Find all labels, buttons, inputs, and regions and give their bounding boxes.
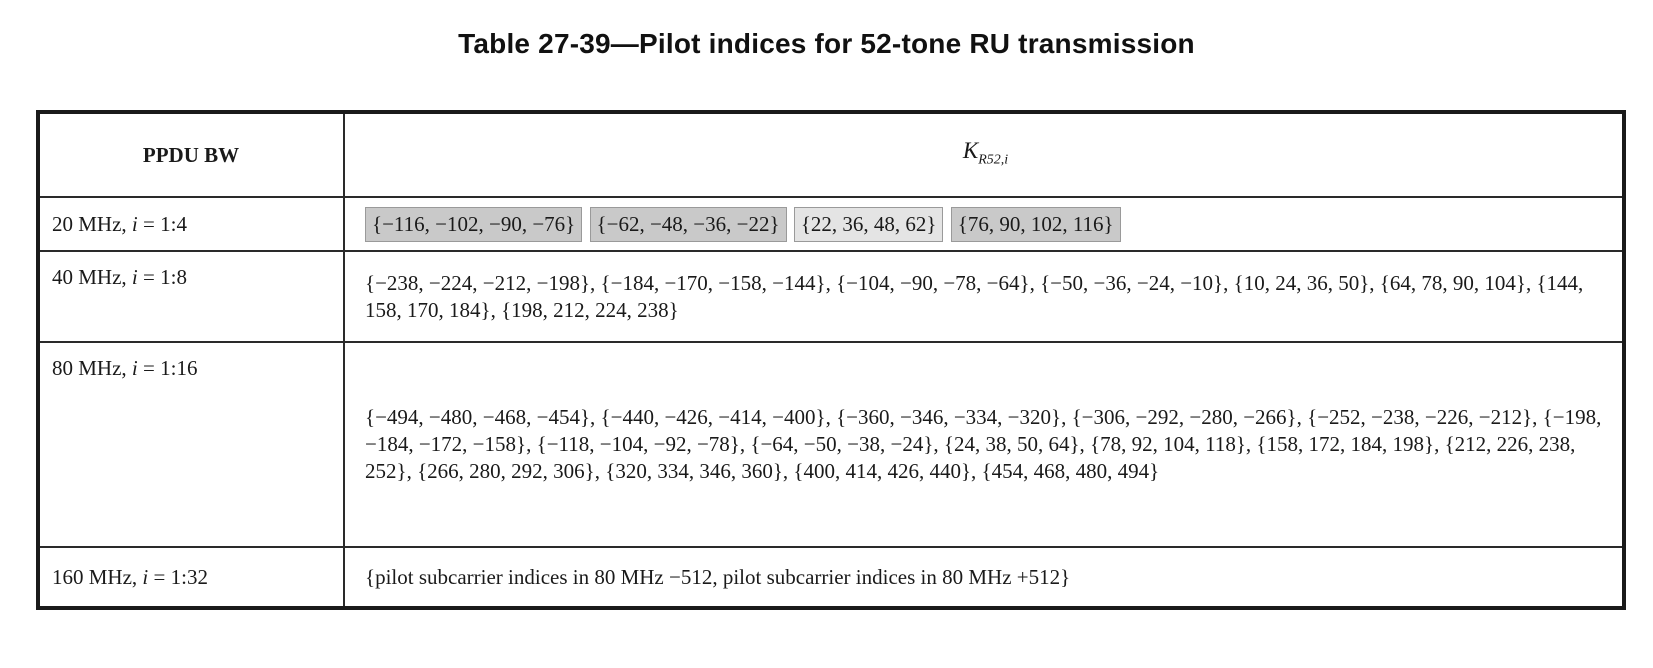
bw-cell-80mhz [38, 342, 344, 547]
table-row-40mhz [38, 251, 1624, 342]
pilot-indices-table [36, 110, 1626, 610]
header-k-symbol [344, 112, 1624, 197]
bw-label: 160 MHz, [52, 564, 138, 589]
pilot-group-4: {76, 90, 102, 116} [951, 207, 1121, 242]
header-row [38, 112, 1624, 197]
i-range: = 1:8 [143, 265, 187, 289]
k-cell-20mhz [344, 197, 1624, 251]
k-symbol: K [962, 137, 979, 163]
bw-label: 80 MHz, [52, 356, 127, 380]
k-subscript: R52,i [978, 152, 1009, 168]
k-cell-160mhz [344, 547, 1624, 608]
bw-cell-20mhz [38, 197, 344, 251]
k-cell-80mhz [344, 342, 1624, 547]
table-row-160mhz [38, 547, 1624, 608]
bw-label: 40 MHz, [52, 265, 127, 289]
pilot-group-3: {22, 36, 48, 62} [794, 207, 944, 242]
i-label: i [131, 211, 138, 236]
bw-cell-40mhz [38, 251, 344, 342]
i-label: i [131, 265, 138, 289]
k-cell-40mhz [344, 251, 1624, 342]
table-row-80mhz [38, 342, 1624, 547]
i-range: = 1:4 [143, 211, 187, 236]
bw-label: 20 MHz, [52, 211, 127, 236]
i-label: i [131, 356, 138, 380]
pilot-index-list: {pilot subcarrier indices in 80 MHz −512, pilot subcarrier indices in 80 MHz +512} [365, 564, 1071, 589]
pilot-group-2: {−62, −48, −36, −22} [590, 207, 787, 242]
i-range: = 1:16 [143, 356, 198, 380]
i-range: = 1:32 [153, 564, 208, 589]
bw-cell-160mhz [38, 547, 344, 608]
pilot-index-list: {−494, −480, −468, −454}, {−440, −426, −414, −400}, {−360, −346, −334, −320}, {−306, −292, −280, −266}, {−252, −238, −226, −212}, {−198, −184, −172, −158}, {−118, −104, −92, −78}, {−64, −50, −38, −24}, {24, 38, 50, 64}, {78, 92, 104, 118}, {158, 172, 184, 198}, {212, 226, 238, 252}, {266, 280, 292, 306}, {320, 334, 346, 360}, {400, 414, 426, 440}, {454, 468, 480, 494} [365, 405, 1602, 483]
table-row-20mhz [38, 197, 1624, 251]
pilot-group-1: {−116, −102, −90, −76} [365, 207, 582, 242]
table-caption: Table 27-39—Pilot indices for 52-tone RU transmission [458, 28, 1195, 59]
pilot-index-list: {−238, −224, −212, −198}, {−184, −170, −158, −144}, {−104, −90, −78, −64}, {−50, −36, −24, −10}, {10, 24, 36, 50}, {64, 78, 90, 104}, {144, 158, 170, 184}, {198, 212, 224, 238} [365, 270, 1584, 322]
header-ppdu-bw: PPDU BW [38, 112, 344, 197]
i-label: i [142, 564, 149, 589]
